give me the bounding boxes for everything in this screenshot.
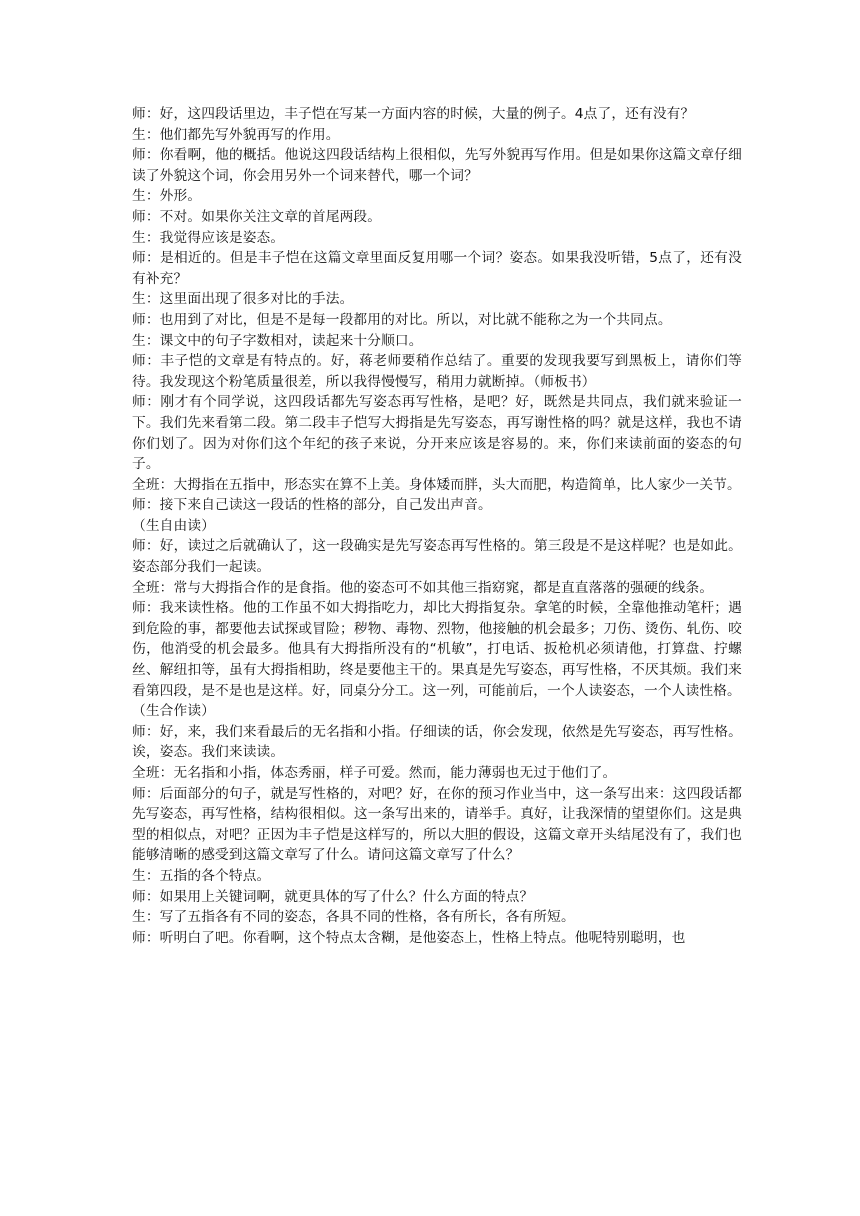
paragraph: 生：外形。 <box>132 188 202 205</box>
paragraph: 师：是相近的。但是丰子恺在这篇文章里面反复用哪一个词？姿态。如果我没听错，5点了，还有没有补充？ <box>132 250 742 287</box>
transcript-body <box>132 104 742 948</box>
paragraph: （生自由读） <box>132 517 216 534</box>
paragraph: 生：课文中的句子字数相对，读起来十分顺口。 <box>132 332 423 349</box>
paragraph: 师：接下来自己读这一段话的性格的部分，自己发出声音。 <box>132 497 492 514</box>
paragraph: 生：我觉得应该是姿态。 <box>132 229 285 246</box>
paragraph: 师：听明白了吧。你看啊，这个特点太含糊，是他姿态上，性格上特点。他呢特别聪明，也 <box>132 929 686 946</box>
paragraph: 师：后面部分的句子，就是写性格的，对吧？好，在你的预习作业当中，这一条写出来：这四段话都先写姿态，再写性格，结构很相似。这一条写出来的，请举手。真好，让我深情的望望你们。这是典型的相似点，对吧？正因为丰子恺是这样写的，所以大胆的假设，这篇文章开头结尾没有了，我们也能够清晰的感受到这篇文章写了什么。请问这篇文章写了什么？ <box>132 785 742 864</box>
paragraph: 师：丰子恺的文章是有特点的。好，蒋老师要稍作总结了。重要的发现我要写到黑板上，请你们等待。我发现这个粉笔质量很差，所以我得慢慢写，稍用力就断掉。（师板书） <box>132 353 742 390</box>
paragraph: 全班：常与大拇指合作的是食指。他的姿态可不如其他三指窈窕，都是直直落落的强硬的线条。 <box>132 579 714 596</box>
paragraph: 全班：大拇指在五指中，形态实在算不上美。身体矮而胖，头大而肥，构造简单，比人家少一关节。 <box>132 476 741 493</box>
paragraph: 全班：无名指和小指，体态秀丽，样子可爱。然而，能力薄弱也无过于他们了。 <box>132 765 617 781</box>
paragraph: 师：也用到了对比，但是不是每一段都用的对比。所以，对比就不能称之为一个共同点。 <box>132 311 672 328</box>
paragraph: 师：不对。如果你关注文章的首尾两段。 <box>132 208 382 225</box>
paragraph: 生：他们都先写外貌再写的作用。 <box>132 126 340 143</box>
paragraph: 生：这里面出现了很多对比的手法。 <box>132 291 354 308</box>
paragraph: 师：刚才有个同学说，这四段话都先写姿态再写性格，是吧？好，既然是共同点，我们就来验证一下。我们先来看第二段。第二段丰子恺写大拇指是先写姿态，再写谢性格的吗？就是这样，我也不请你们划了。因为对你们这个年纪的孩子来说，分开来应该是容易的。来，你们来读前面的姿态的句子。 <box>132 394 742 473</box>
paragraph: （生合作读） <box>132 703 216 720</box>
paragraph: 生：写了五指各有不同的姿态，各具不同的性格，各有所长，各有所短。 <box>132 909 575 926</box>
paragraph: 师：好，读过之后就确认了，这一段确实是先写姿态再写性格的。第三段是不是这样呢？也是如此。姿态部分我们一起读。 <box>132 538 742 576</box>
paragraph: 师：好，来，我们来看最后的无名指和小指。仔细读的话，你会发现，依然是先写姿态，再写性格。诶，姿态。我们来读读。 <box>132 723 742 761</box>
paragraph: 师：我来读性格。他的工作虽不如大拇指吃力，却比大拇指复杂。拿笔的时候，全靠他推动笔杆；遇到危险的事，都要他去试探或冒险；秽物、毒物、烈物，他接触的机会最多；刀伤、烫伤、轧伤、咬伤，他消受的机会最多。他具有大拇指所没有的“机敏”，打电话、扳枪机必须请他，打算盘、拧螺丝、解纽扣等，虽有大拇指相助，终是要他主干的。果真是先写姿态，再写性格，不厌其烦。我们来看第四段，是不是也是这样。好，同桌分分工。这一列，可能前后，一个人读姿态，一个人读性格。 <box>132 600 742 699</box>
paragraph: 师：好，这四段话里边，丰子恺在写某一方面内容的时候，大量的例子。4点了，还有没有？ <box>132 106 695 122</box>
paragraph: 师：如果用上关键词啊，就更具体的写了什么？什么方面的特点？ <box>132 888 534 905</box>
paragraph: 生：五指的各个特点。 <box>132 867 271 884</box>
paragraph: 师：你看啊，他的概括。他说这四段话结构上很相似，先写外貌再写作用。但是如果你这篇文章仔细读了外貌这个词，你会用另外一个词来替代，哪一个词？ <box>132 147 742 184</box>
